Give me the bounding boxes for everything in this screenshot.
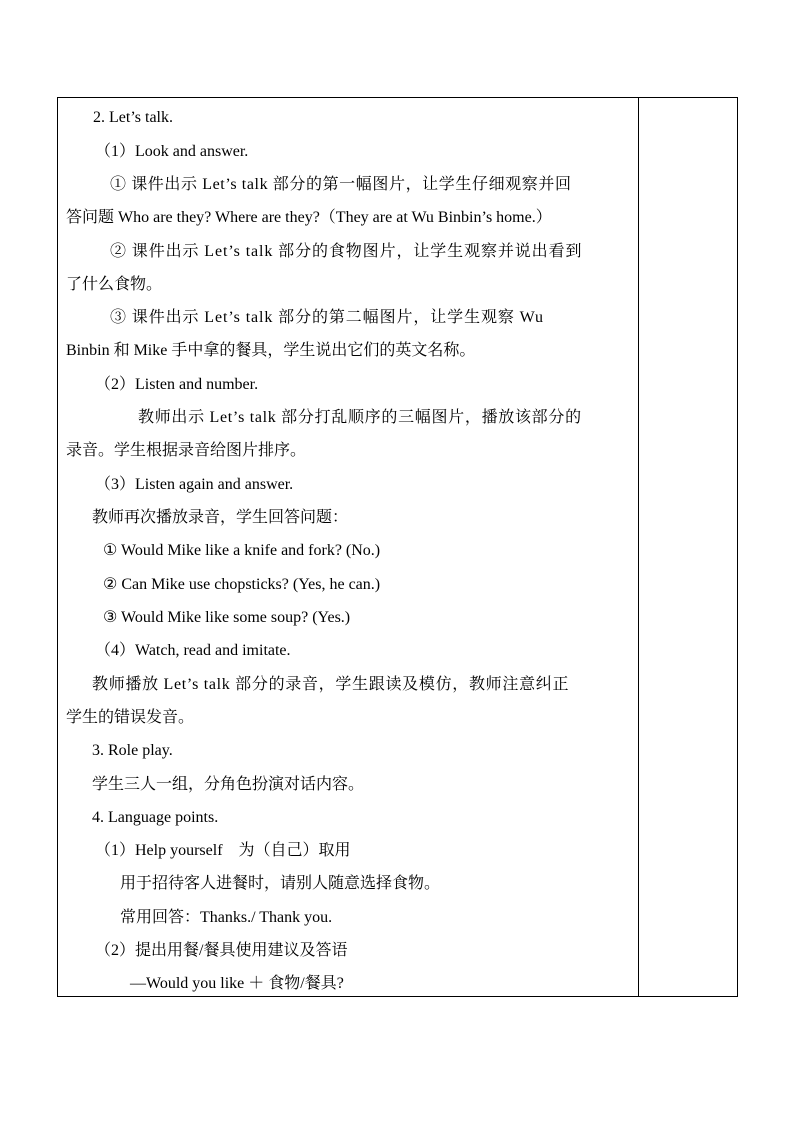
step-heading: （2）Listen and number. bbox=[95, 376, 259, 393]
paragraph-line: ③ 课件出示 Let’s talk 部分的第二幅图片，让学生观察 Wu bbox=[110, 309, 544, 326]
notes-cell bbox=[639, 98, 738, 996]
section-heading-language-points: 4. Language points. bbox=[92, 809, 219, 826]
paragraph-line: 教师播放 Let’s talk 部分的录音，学生跟读及模仿，教师注意纠正 bbox=[92, 676, 570, 693]
paragraph-line: ① 课件出示 Let’s talk 部分的第一幅图片，让学生仔细观察并回 bbox=[110, 176, 572, 193]
step-heading: （3）Listen again and answer. bbox=[95, 476, 294, 493]
teaching-procedure-cell bbox=[58, 98, 638, 996]
step-heading: （1）Look and answer. bbox=[95, 143, 249, 160]
paragraph-line: ② 课件出示 Let’s talk 部分的食物图片，让学生观察并说出看到 bbox=[110, 243, 583, 260]
paragraph-line: 录音。学生根据录音给图片排序。 bbox=[66, 442, 307, 459]
paragraph-line: 用于招待客人进餐时，请别人随意选择食物。 bbox=[120, 875, 441, 892]
question-item: ① Would Mike like a knife and fork? (No.) bbox=[103, 542, 381, 559]
paragraph-line: Binbin 和 Mike 手中拿的餐具，学生说出它们的英文名称。 bbox=[66, 342, 476, 359]
step-heading: （4）Watch, read and imitate. bbox=[95, 642, 291, 659]
paragraph-line: —Would you like ＋ 食物/餐具? bbox=[130, 975, 344, 992]
section-heading-role-play: 3. Role play. bbox=[92, 742, 173, 759]
paragraph-line: 学生的错误发音。 bbox=[66, 709, 195, 726]
lesson-plan-table bbox=[57, 97, 738, 997]
question-item: ② Can Mike use chopsticks? (Yes, he can.) bbox=[103, 576, 381, 593]
paragraph-line: 常用回答：Thanks./ Thank you. bbox=[120, 909, 333, 926]
paragraph-line: 答问题 Who are they? Where are they?（They are at Wu Binbin’s home.） bbox=[66, 209, 552, 226]
question-item: ③ Would Mike like some soup? (Yes.) bbox=[103, 609, 351, 626]
paragraph-line: 学生三人一组，分角色扮演对话内容。 bbox=[92, 776, 365, 793]
section-heading-lets-talk: 2. Let’s talk. bbox=[93, 109, 173, 126]
paragraph-line: 教师再次播放录音，学生回答问题： bbox=[92, 509, 349, 526]
step-heading: （2）提出用餐/餐具使用建议及答语 bbox=[95, 942, 348, 959]
paragraph-line: 教师出示 Let’s talk 部分打乱顺序的三幅图片，播放该部分的 bbox=[138, 409, 582, 426]
step-heading: （1）Help yourself 为（自己）取用 bbox=[95, 842, 351, 859]
paragraph-line: 了什么食物。 bbox=[66, 276, 163, 293]
